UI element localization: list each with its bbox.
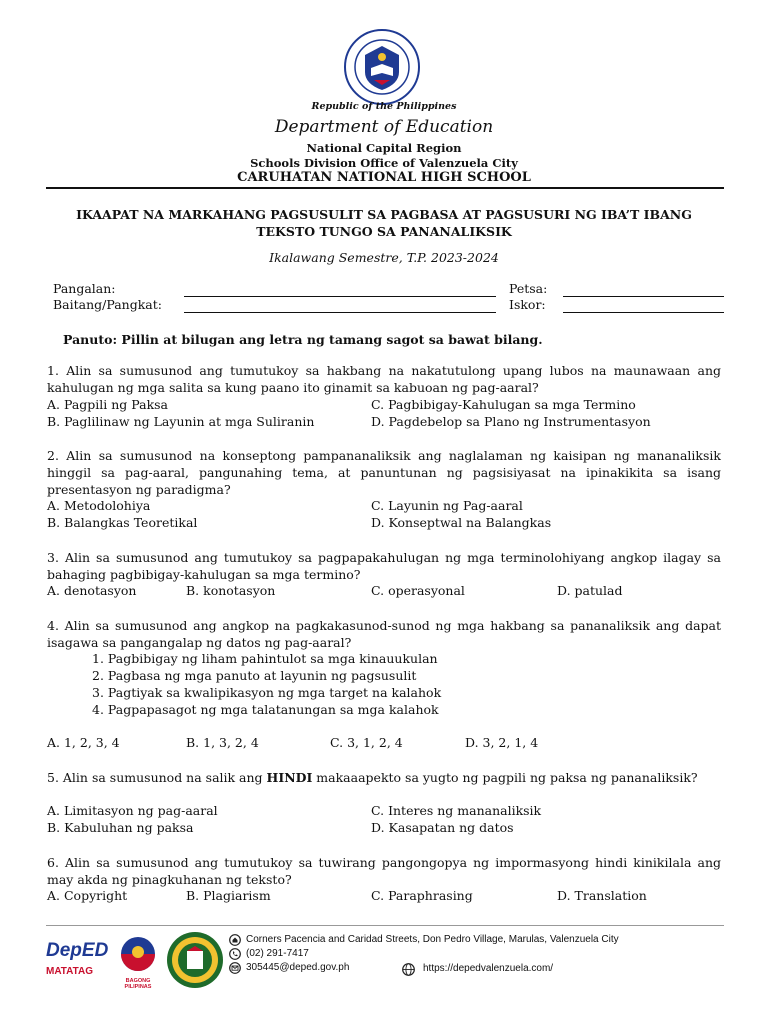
grade-blank[interactable]	[184, 312, 496, 313]
q4-option-c[interactable]: C. 3, 1, 2, 4	[330, 735, 403, 750]
q1-option-d[interactable]: D. Pagdebelop sa Plano ng Instrumentasyon	[371, 414, 651, 429]
exam-title-line2: TEKSTO TUNGO SA PANANALIKSIK	[256, 224, 512, 239]
q2-option-a[interactable]: A. Metodolohiya	[47, 498, 151, 513]
q5-option-a[interactable]: A. Limitasyon ng pag-aaral	[47, 803, 218, 818]
deped-wordmark: DepED	[46, 940, 109, 961]
q6-option-b[interactable]: B. Plagiarism	[186, 888, 271, 903]
footer-divider	[46, 925, 724, 926]
q1-option-b[interactable]: B. Paglilinaw ng Layunin at mga Suliranin	[47, 414, 315, 429]
division-line: Schools Division Office of Valenzuela City	[250, 156, 518, 170]
grade-label: Baitang/Pangkat:	[53, 297, 162, 312]
bagong-pilipinas-logo	[114, 934, 162, 990]
emphasis-hindi: HINDI	[266, 770, 313, 785]
q2-option-c[interactable]: C. Layunin ng Pag-aaral	[371, 498, 523, 513]
q2-option-b[interactable]: B. Balangkas Teoretikal	[47, 515, 198, 530]
q5-option-b[interactable]: B. Kabuluhan ng paksa	[47, 820, 194, 835]
republic-line: Republic of the Philippines	[311, 101, 457, 112]
date-label: Petsa:	[509, 281, 548, 296]
question-3-stem: 3. Alin sa sumusunod ang tumutukoy sa pagpapakahulugan ng mga terminolohiyang angkop ilagay sa bahaging pagbibigay-kahulugan sa mga termino?	[47, 550, 721, 582]
question-2-stem: 2. Alin sa sumusunod na konseptong pampananaliksik ang naglalaman ng kaisipan ng mananaliksik hinggil sa pag-aaral, pangunahing tema, at panuntunan ng pagsisiyasat na ipinakikita sa isang presentasyon ng paradigma?	[47, 448, 721, 497]
q2-option-d[interactable]: D. Konseptwal na Balangkas	[371, 515, 552, 530]
school-seal-logo	[166, 931, 224, 989]
question-5-stem: 5. Alin sa sumusunod na salik ang HINDI makaaapekto sa yugto ng pagpili ng paksa ng pananaliksik?	[47, 770, 698, 785]
q1-option-a[interactable]: A. Pagpili ng Paksa	[47, 397, 169, 412]
question-1-stem: 1. Alin sa sumusunod ang tumutukoy sa hakbang na nakatutulong upang lubos na maunawaan ang kahulugan ng mga salita sa kung paano ito ginamit sa kabuoan ng pag-aaral?	[47, 363, 721, 395]
footer-phone: (02) 291-7417	[246, 948, 309, 959]
q6-option-a[interactable]: A. Copyright	[47, 888, 128, 903]
footer-website[interactable]: https://depedvalenzuela.com/	[423, 963, 554, 974]
header-divider	[46, 187, 724, 189]
q4-option-b[interactable]: B. 1, 3, 2, 4	[186, 735, 259, 750]
name-blank[interactable]	[184, 296, 496, 297]
bagong-pilipinas-text: BAGONG PILIPINAS	[124, 978, 152, 990]
bagong-pilipinas-icon	[114, 934, 162, 974]
globe-icon	[402, 963, 415, 976]
date-blank[interactable]	[563, 296, 724, 297]
question-4-stem: 4. Alin sa sumusunod ang angkop na pagkakasunod-sunod ng mga hakbang sa pananaliksik ang dapat isagawa sa pangangalap ng datos ng pag-aaral?	[47, 618, 721, 650]
q3-option-b[interactable]: B. konotasyon	[186, 583, 276, 598]
q4-step-4: 4. Pagpapasagot ng mga talatanungan sa mga kalahok	[92, 702, 439, 717]
school-name: CARUHATAN NATIONAL HIGH SCHOOL	[237, 170, 531, 185]
instructions: Panuto: Pillin at bilugan ang letra ng tamang sagot sa bawat bilang.	[63, 332, 543, 347]
q4-step-1: 1. Pagbibigay ng liham pahintulot sa mga kinauukulan	[92, 651, 438, 666]
q4-option-d[interactable]: D. 3, 2, 1, 4	[465, 735, 539, 750]
phone-icon	[229, 948, 241, 960]
location-icon	[229, 934, 241, 946]
footer-address: Corners Pacencia and Caridad Streets, Don Pedro Village, Marulas, Valenzuela City	[246, 934, 619, 945]
score-blank[interactable]	[563, 312, 724, 313]
exam-title-line1: IKAAPAT NA MARKAHANG PAGSUSULIT SA PAGBASA AT PAGSUSURI NG IBA’T IBANG	[76, 207, 692, 222]
q5-option-d[interactable]: D. Kasapatan ng datos	[371, 820, 514, 835]
department-name: Department of Education	[274, 117, 494, 137]
deped-matatag-logo	[46, 940, 110, 984]
question-6-stem: 6. Alin sa sumusunod ang tumutukoy sa tuwirang pangongopya ng impormasyong hindi kinikilala ang may akda ng pinagkuhanan ng teksto?	[47, 855, 721, 887]
q6-option-d[interactable]: D. Translation	[557, 888, 647, 903]
q1-option-c[interactable]: C. Pagbibigay-Kahulugan sa mga Termino	[371, 397, 636, 412]
q3-option-a[interactable]: A. denotasyon	[47, 583, 137, 598]
q4-step-3: 3. Pagtiyak sa kwalipikasyon ng mga target na kalahok	[92, 685, 442, 700]
region-line: National Capital Region	[306, 141, 462, 155]
semester-line: Ikalawang Semestre, T.P. 2023-2024	[269, 250, 499, 265]
q4-option-a[interactable]: A. 1, 2, 3, 4	[47, 735, 120, 750]
q4-step-2: 2. Pagbasa ng mga panuto at layunin ng pagsusulit	[92, 668, 417, 683]
q3-option-d[interactable]: D. patulad	[557, 583, 623, 598]
name-label: Pangalan:	[53, 281, 116, 296]
email-icon	[229, 962, 241, 974]
q3-option-c[interactable]: C. operasyonal	[371, 583, 465, 598]
deped-seal-logo	[343, 28, 421, 106]
q6-option-c[interactable]: C. Paraphrasing	[371, 888, 473, 903]
q5-option-c[interactable]: C. Interes ng mananaliksik	[371, 803, 542, 818]
matatag-wordmark: MATATAG	[46, 966, 94, 977]
score-label: Iskor:	[509, 297, 546, 312]
footer-email[interactable]: 305445@deped.gov.ph	[246, 962, 350, 973]
